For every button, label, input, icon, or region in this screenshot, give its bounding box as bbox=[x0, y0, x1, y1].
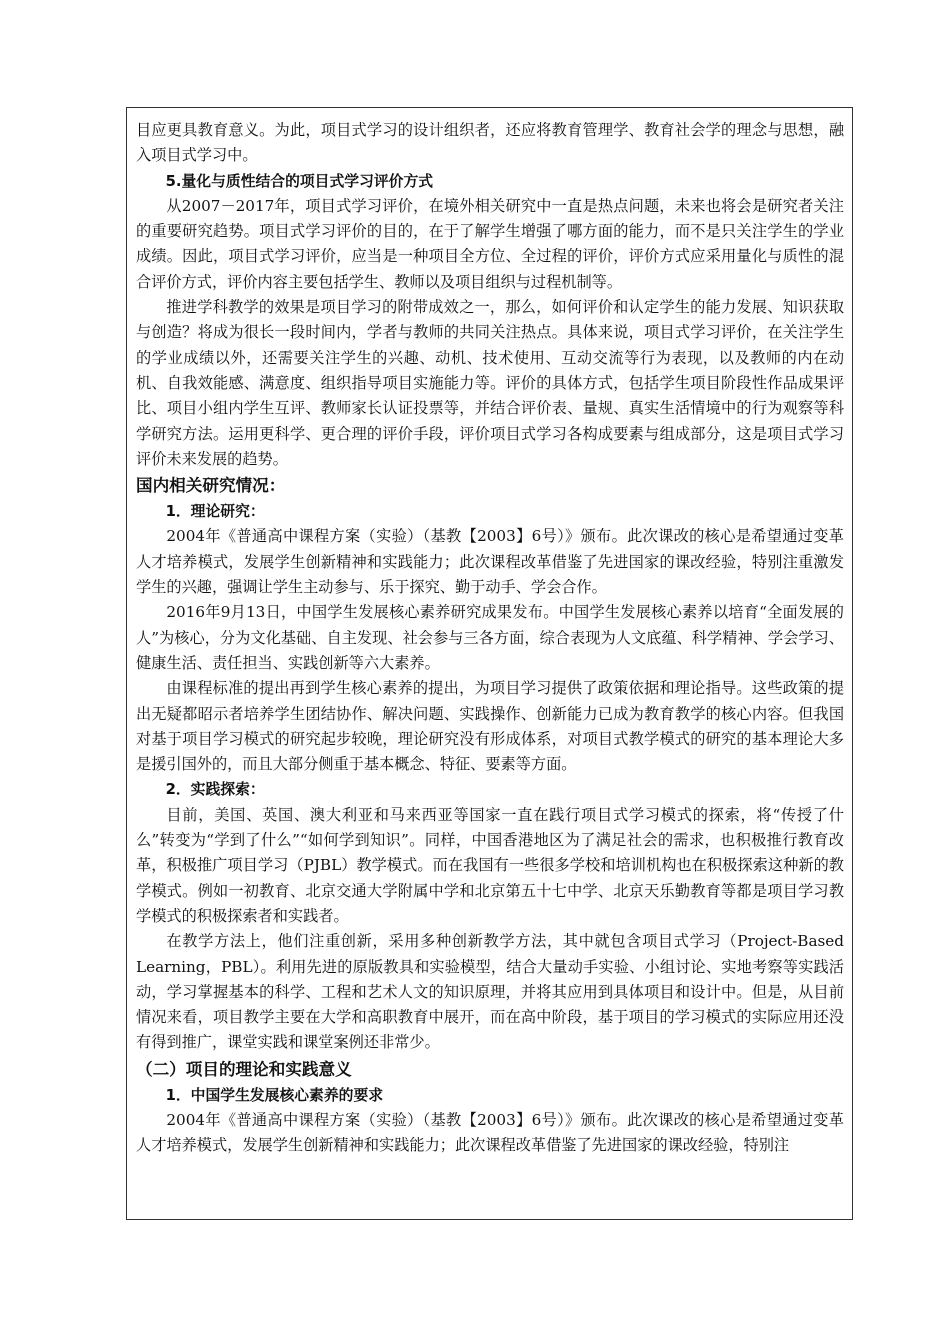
paragraph-evaluation-detail: 推进学科教学的效果是项目学习的附带成效之一，那么，如何评价和认定学生的能力发展、知识获取与创造？将成为很长一段时间内，学者与教师的共同关注热点。具体来说，项目式学习评价，在关注学生的学业成绩以外，还需要关注学生的兴趣、动机、技术使用、互动交流等行为表现，以及教师的内在动机、自我效能感、满意度、组织指导项目实施能力等。评价的具体方式，包括学生项目阶段性作品成果评比、项目小组内学生互评、教师家长认证投票等，并结合评价表、量规、真实生活情境中的行为观察等科学研究方法。运用更科学、更合理的评价手段，评价项目式学习各构成要素与组成部分，这是项目式学习评价未来发展的趋势。 bbox=[136, 298, 844, 468]
heading-domestic-research: 国内相关研究情况： bbox=[136, 476, 286, 496]
paragraph-curriculum-2004: 2004年《普通高中课程方案（实验）（基教【2003】6号）》颁布。此次课改的核心是希望通过变革人才培养模式，发展学生创新精神和实践能力；此次课程改革借鉴了先进国家的课改经验，特别注重激发学生的兴趣，强调让学生主动参与、乐于探究、勤于动手、学会合作。 bbox=[136, 527, 844, 597]
paragraph-evaluation-trend: 从2007－2017年，项目式学习评价，在境外相关研究中一直是热点问题，未来也将会是研究者关注的重要研究趋势。项目式学习评价的目的，在于了解学生增强了哪方面的能力，而不是只关注学生的学业成绩。因此，项目式学习评价，应当是一种项目全方位、全过程的评价，评价方式应采用量化与质性的混合评价方式，评价内容主要包括学生、教师以及项目组织与过程机制等。 bbox=[136, 196, 844, 291]
paragraph-policy-basis: 由课程标准的提出再到学生核心素养的提出，为项目学习提供了政策依据和理论指导。这些政策的提出无疑都昭示者培养学生团结协作、解决问题、实践操作、创新能力已成为教育教学的核心内容。但我国对基于项目学习模式的研究起步较晚，理论研究没有形成体系，对项目式教学模式的研究的基本理论大多是援引国外的，而且大部分侧重于基本概念、特征、要素等方面。 bbox=[136, 679, 844, 774]
paragraph-continuation: 目应更具教育意义。为此，项目式学习的设计组织者，还应将教育管理学、教育社会学的理念与思想，融入项目式学习中。 bbox=[136, 121, 844, 165]
heading-section-significance: （二）项目的理论和实践意义 bbox=[136, 1059, 352, 1079]
paragraph-international-practice: 目前，美国、英国、澳大利亚和马来西亚等国家一直在践行项目式学习模式的探索，将“传授了什么”转变为“学到了什么”“如何学到知识”。同样，中国香港地区为了满足社会的需求，也积极推行教育改革，积极推广项目学习（PJBL）教学模式。而在我国有一些很多学校和培训机构也在积极探索这种新的教学模式。例如一初教育、北京交通大学附属中学和北京第五十七中学、北京天乐勤教育等都是项目学习教学模式的积极探索者和实践者。 bbox=[136, 805, 844, 925]
paragraph-curriculum-2004-repeat: 2004年《普通高中课程方案（实验）（基教【2003】6号）》颁布。此次课改的核心是希望通过变革人才培养模式，发展学生创新精神和实践能力；此次课程改革借鉴了先进国家的课改经验，特别注 bbox=[136, 1110, 844, 1155]
heading-theory-research: 1．理论研究： bbox=[165, 503, 265, 521]
paragraph-core-literacy-2016: 2016年9月13日，中国学生发展核心素养研究成果发布。中国学生发展核心素养以培育“全面发展的人”为核心，分为文化基础、自主发现、社会参与三各方面，综合表现为人文底蕴、科学精神、学会学习、健康生活、责任担当、实践创新等六大素养。 bbox=[136, 603, 844, 672]
paragraph-teaching-method: 在教学方法上，他们注重创新，采用多种创新教学方法，其中就包含项目式学习（Project-Based Learning，PBL）。利用先进的原版教具和实验模型，结合大量动手实验、小组讨论、实地考察等实践活动，学习掌握基本的科学、工程和艺术人文的知识原理，并将其应用到具体项目和设计中。但是，从目前情况来看，项目教学主要在大学和高职教育中展开，而在高中阶段，基于项目的学习模式的实际应用还没有得到推广，课堂实践和课堂案例还非常少。 bbox=[136, 932, 844, 1052]
heading-core-literacy-requirement: 1．中国学生发展核心素养的要求 bbox=[165, 1086, 384, 1104]
document-body bbox=[136, 118, 844, 1159]
heading-practice-exploration: 2．实践探索： bbox=[165, 781, 265, 799]
heading-evaluation-method: 5.量化与质性结合的项目式学习评价方式 bbox=[165, 172, 434, 190]
